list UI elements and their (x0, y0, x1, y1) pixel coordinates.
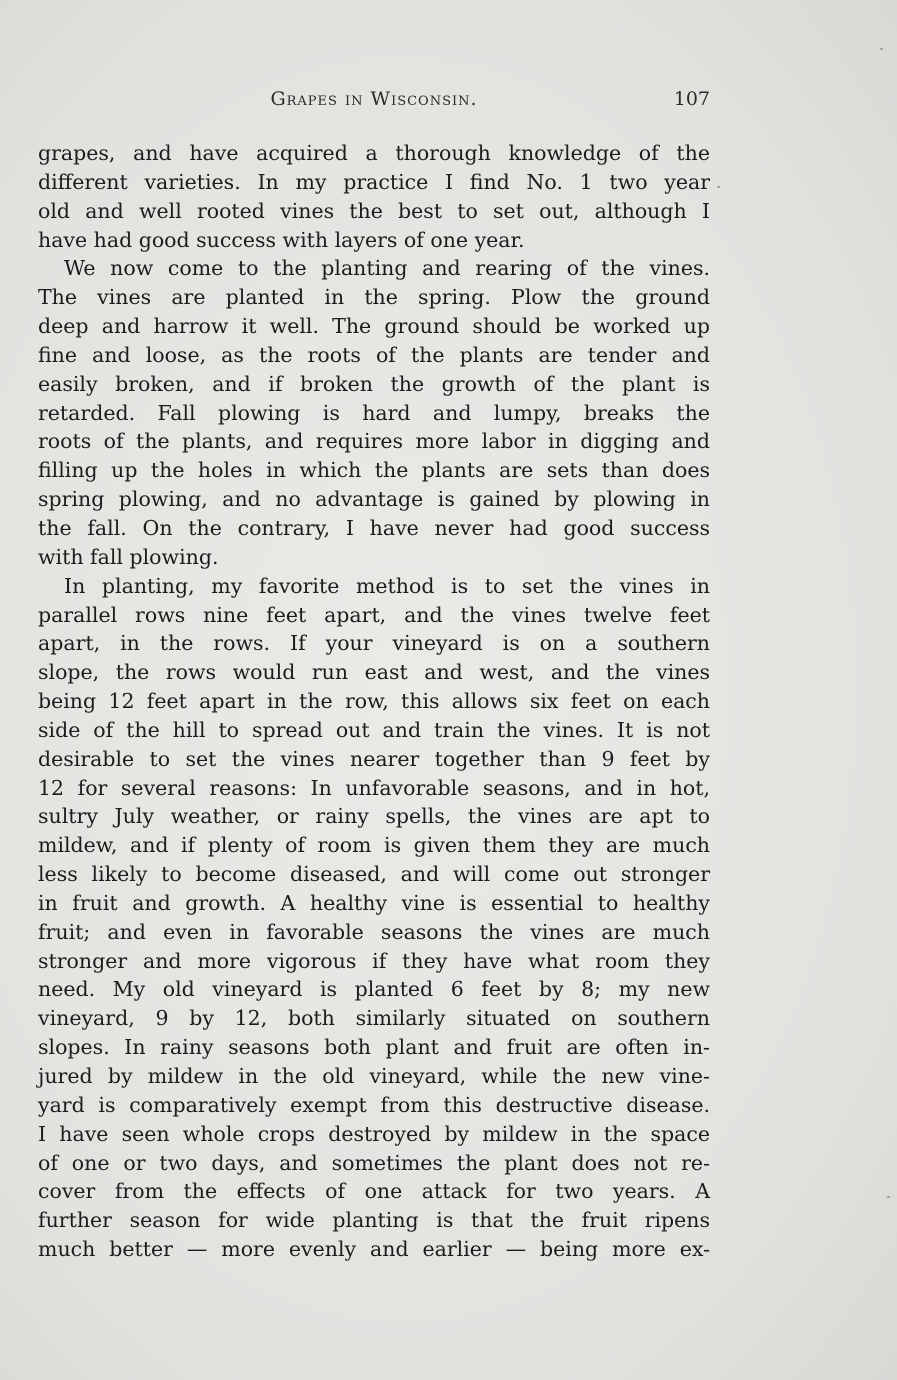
running-head-title: Grapes in Wisconsin. (270, 88, 478, 110)
text-line: stronger and more vigorous if they have what room they (38, 948, 710, 973)
page-number: 107 (673, 88, 710, 110)
text-line: spring plowing, and no advantage is gained by plowing in (38, 487, 710, 512)
text-line: slope, the rows would run east and west, and the vines (38, 660, 710, 685)
text-line: old and well rooted vines the best to set out, although I (38, 198, 710, 223)
text-line: sultry July weather, or rainy spells, the vines are apt to (38, 804, 710, 829)
text-line: vineyard, 9 by 12, both similarly situated on southern (38, 1006, 710, 1031)
text-line: have had good success with layers of one year. (38, 227, 525, 252)
text-line: fruit; and even in favorable seasons the vines are much (38, 919, 710, 944)
body-text (38, 139, 710, 1264)
text-line: different varieties. In my practice I find No. 1 two year (38, 169, 710, 194)
text-line: the fall. On the contrary, I have never had good success (38, 515, 710, 540)
print-speck (717, 186, 720, 188)
text-line: in fruit and growth. A healthy vine is essential to healthy (38, 890, 710, 915)
paragraph-first-line: We now come to the planting and rearing of the vines. (64, 256, 710, 281)
text-line: yard is comparatively exempt from this destructive disease. (38, 1092, 710, 1117)
text-line: side of the hill to spread out and train the vines. It is not (38, 717, 710, 742)
text-line: jured by mildew in the old vineyard, while the new vine- (38, 1064, 710, 1088)
text-line: with fall plowing. (38, 544, 219, 569)
text-line: less likely to become diseased, and will come out stronger (38, 862, 710, 887)
text-line: fine and loose, as the roots of the plants are tender and (38, 342, 710, 367)
text-line: need. My old vineyard is planted 6 feet by 8; my new (38, 977, 710, 1002)
paragraph-first-line: In planting, my favorite method is to set the vines in (64, 573, 710, 598)
text-line: of one or two days, and sometimes the plant does not re- (38, 1150, 710, 1175)
text-line: deep and harrow it well. The ground should be worked up (38, 314, 710, 339)
text-line: roots of the plants, and requires more labor in digging and (38, 429, 710, 454)
text-line: apart, in the rows. If your vineyard is on a southern (38, 631, 710, 656)
text-line: 12 for several reasons: In unfavorable seasons, and in hot, (38, 775, 710, 800)
text-line: further season for wide planting is that the fruit ripens (38, 1208, 710, 1233)
text-line: cover from the effects of one attack for two years. A (38, 1179, 710, 1204)
text-line: slopes. In rainy seasons both plant and fruit are often in- (38, 1035, 710, 1060)
print-speck (887, 1196, 890, 1198)
text-line: being 12 feet apart in the row, this allows six feet on each (38, 689, 710, 714)
text-line: grapes, and have acquired a thorough knowledge of the (38, 141, 710, 165)
running-head (38, 88, 710, 118)
text-line: parallel rows nine feet apart, and the vines twelve feet (38, 602, 710, 627)
text-line: filling up the holes in which the plants are sets than does (38, 458, 710, 483)
text-line: retarded. Fall plowing is hard and lumpy, breaks the (38, 400, 710, 425)
text-line: mildew, and if plenty of room is given them they are much (38, 833, 710, 858)
text-line: desirable to set the vines nearer together than 9 feet by (38, 746, 710, 771)
text-line: much better — more evenly and earlier — being more ex- (38, 1237, 710, 1262)
text-line: easily broken, and if broken the growth of the plant is (38, 371, 710, 396)
text-line: The vines are planted in the spring. Plow the ground (38, 285, 710, 310)
print-speck (880, 48, 883, 50)
text-line: I have seen whole crops destroyed by mildew in the space (38, 1121, 710, 1146)
